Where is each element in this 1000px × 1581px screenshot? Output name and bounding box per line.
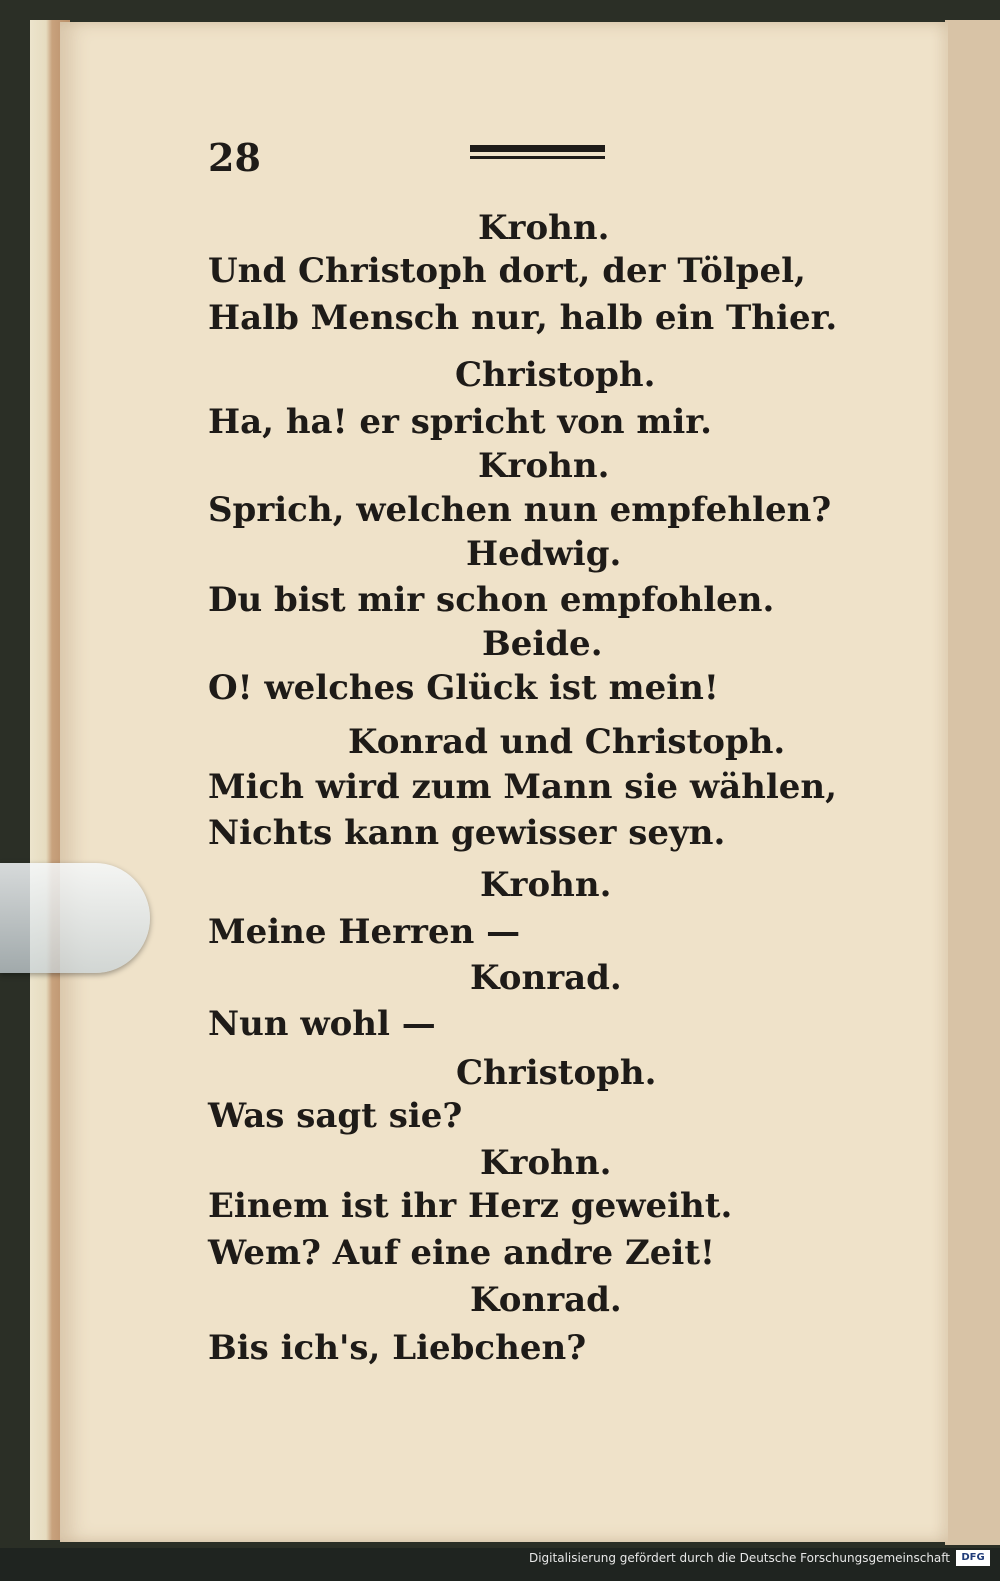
speaker-name: Konrad. xyxy=(470,958,622,998)
speaker-name: Christoph. xyxy=(456,1053,657,1093)
verse-line: Nun wohl — xyxy=(208,1004,436,1044)
verse-line: Halb Mensch nur, halb ein Thier. xyxy=(208,298,838,338)
speaker-name: Krohn. xyxy=(480,1143,612,1183)
speaker-name: Krohn. xyxy=(480,865,612,905)
verse-line: Mich wird zum Mann sie wählen, xyxy=(208,767,837,807)
verse-line: Sprich, welchen nun empfehlen? xyxy=(208,490,832,530)
header-rule-thin xyxy=(470,156,605,159)
verse-line: Meine Herren — xyxy=(208,912,521,952)
speaker-name: Hedwig. xyxy=(466,534,622,574)
speaker-name: Krohn. xyxy=(478,208,610,248)
verse-line: Bis ich's, Liebchen? xyxy=(208,1328,587,1368)
speaker-name: Konrad und Christoph. xyxy=(348,722,786,762)
verse-line: O! welches Glück ist mein! xyxy=(208,668,719,708)
speaker-name: Beide. xyxy=(482,624,603,664)
speaker-name: Krohn. xyxy=(478,446,610,486)
page-clip xyxy=(0,863,150,973)
verse-line: Wem? Auf eine andre Zeit! xyxy=(208,1233,715,1273)
digitization-credit: Digitalisierung gefördert durch die Deutsche Forschungsgemeinschaft xyxy=(528,1551,950,1565)
verse-line: Einem ist ihr Herz geweiht. xyxy=(208,1186,733,1226)
verse-line: Du bist mir schon empfohlen. xyxy=(208,580,775,620)
dfg-logo: DFG xyxy=(956,1550,990,1566)
facing-page-edge xyxy=(945,20,1000,1545)
speaker-name: Konrad. xyxy=(470,1280,622,1320)
verse-line: Was sagt sie? xyxy=(208,1096,463,1136)
verse-line: Ha, ha! er spricht von mir. xyxy=(208,402,712,442)
verse-line: Nichts kann gewisser seyn. xyxy=(208,813,726,853)
verse-line: Und Christoph dort, der Tölpel, xyxy=(208,251,806,291)
speaker-name: Christoph. xyxy=(455,355,656,395)
header-rule-thick xyxy=(470,145,605,152)
page-number: 28 xyxy=(208,135,261,180)
